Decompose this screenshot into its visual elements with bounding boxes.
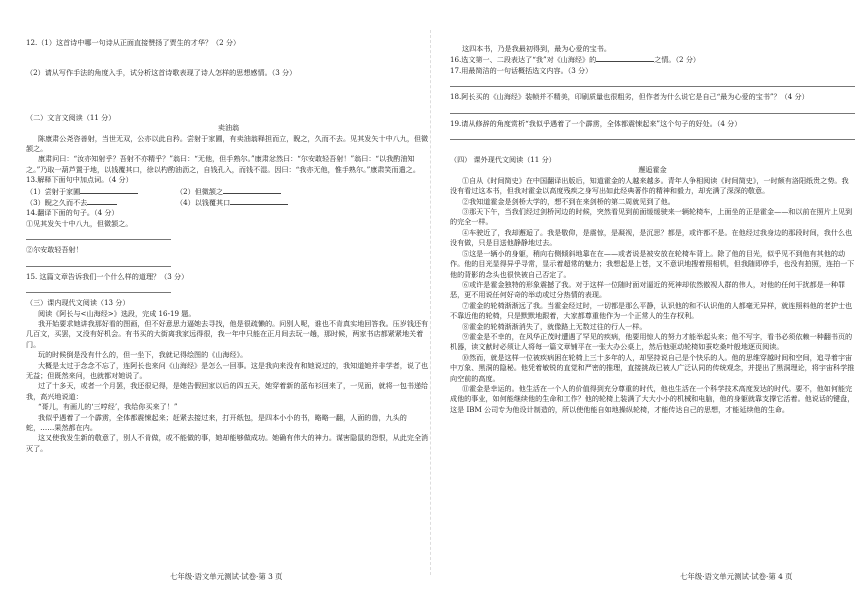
essay-paragraph-7: ⑦霍金的轮椅渐渐远了我。当霍金经过时，一切都是那么平静，认识他的和不认识他的人都毫无异样，就连照料他的老护士也不靠近他的轮椅，只是默默地跟着，大家都尊重他作为一个正常人的生存权利。	[450, 300, 853, 321]
answer-blank[interactable]	[230, 197, 288, 205]
section-4-title: （四） 课外现代文阅读（11 分）	[450, 155, 556, 165]
answer-blank[interactable]	[596, 54, 654, 62]
left-page	[26, 38, 431, 454]
question-17: 17.用最简洁的一句话概括选文内容。（3 分）	[450, 65, 593, 75]
question-16: 16.选文第一、二段表达了“我”对《山海经》的 之情。（2 分）	[450, 55, 701, 65]
question-13-item-4: （4）以钱覆其口	[176, 197, 288, 208]
section-2-title: （二）文言文阅读（11 分）	[26, 112, 116, 122]
essay-paragraph-5: ⑤这是一辆小的身躯，稍向右侧倾斜地靠在在——或者说是被安放在轮椅车背上。除了他的目光，似乎见不到他有其他的动作。他的目光显得异乎寻常，显示着超常的魅力；我想起是上苍，又不意识地搜着照相机，但我随即停手，也没有拍照，连拍一下他的背影的念头也很快被自己否定了。	[450, 248, 855, 279]
reading-paragraph-6: 我似乎遇着了一个霹雳，全体都震悚起来；赶紧去接过来，打开纸包，是四本小小的书，略略一翻，人面的兽，九头的蛇，……果然都在内。	[26, 412, 407, 432]
essay-paragraph-10: ⑩然而，就是这样一位被疾病困在轮椅上三十多年的人，却坚持说自己是个快乐的人。他的思维穿越时间和空间，追寻着宇宙中万象、黑洞的隐秘。他凭着敏锐的直觉和严密的推理，直接挑战已被人广泛认同的传统观念，并提出了黑洞理论，将宇宙科学推向空前的高度。	[450, 352, 855, 383]
question-14-item-2: ②尔安敢轻吾射！	[26, 245, 83, 255]
question-18: 18.阿长买的《山海经》装帧并不精美，印刷质量也很粗劣，但作者为什么说它是自己“最为心爱的宝书”？（4 分）	[450, 92, 809, 102]
section-3-title: （三）课内现代文阅读（13 分）	[26, 298, 130, 308]
question-12-2: （2）请从写作手法的角度入手，试分析这首诗歌表现了诗人怎样的思想感情。（3 分）	[26, 68, 297, 78]
essay-paragraph-9: ⑨霍金是不幸的，在风华正茂时遭遇了罕见的疾病，他要用惊人的努力才能举起头来；他不写字，看书必须依赖一种翻书页的机器，读文献时必须让人将每一篇文章铺平在一张大办公桌上，然后他驱动轮椅如蚕吃桑叶般地逐页阅读。	[450, 331, 853, 352]
essay-paragraph-3: ③那天下午，当我们经过剑桥河边的时候，突然看见到前面缓缓驶来一辆轮椅车，上面坐的正是霍金——和以前在照片上见到的完全一样。	[450, 207, 853, 227]
story-paragraph-2: 康肃问曰：“汝亦知射乎？吾射不亦精乎？”翁曰：“无他，但手熟尔。”康肃忿然曰：“尔安敢轻吾射！”翁曰：“以我酌油知之。”乃取一葫芦置于地，以钱覆其口，徐以杓酌油沥之，自钱孔入，而钱不湿。因曰：“我亦无他，惟手熟尔。”康肃笑而遣之。	[26, 154, 420, 174]
question-14-item-1: ①见其发矢十中八九，但微颔之。	[26, 218, 133, 228]
answer-line[interactable]	[26, 231, 171, 240]
essay-paragraph-6: ⑥或许是霍金独特的形象震撼了我。对于这样一位随时面对逼近的死神却依然傲视人群的伟人，对他的任何干扰都是一种罪恶，更不用说任何好奇的举动或过分热情的表现。	[450, 279, 846, 300]
question-13-item-2: （2）但微颔之	[176, 186, 281, 197]
essay-paragraph-4: ④车驶近了，我却邂逅了。我是敬仰，是震惊，是凝视，是沉思？都是，或许都不是。在他经过我身边的那段时间，我什么也没有做，只是目送他静静地过去。	[450, 227, 853, 248]
answer-line[interactable]	[26, 258, 171, 267]
answer-line[interactable]	[450, 131, 855, 140]
question-13-item-3: （3）睨之久而不去	[26, 197, 176, 208]
answer-blank[interactable]	[80, 186, 138, 194]
answer-line[interactable]	[450, 78, 855, 87]
answer-line[interactable]	[26, 284, 171, 293]
reading-paragraph-8: 这四本书，乃是我最初得到，最为心爱的宝书。	[462, 44, 611, 53]
essay-paragraph-11: ⑪霍金是幸运的。他生活在一个人的价值得到充分尊重的时代，他也生活在一个科学技术高度发达的时代。要不，他如何能完成他的事业，如何能继续他的生命和工作？他的轮椅上装满了大大小小的机械和电脑，他的身躯就靠支撑它活着。他说话的键盘，这是 IBM 公司专为他设计制造的，所以使他能自如地操纵轮椅，才能传达自己的思想，才能延续他的生命。	[450, 383, 855, 414]
question-14: 14.翻译下面的句子。（4 分）	[26, 208, 119, 218]
question-15: 15. 这篇文章告诉我们一个什么样的道理？（3 分）	[26, 271, 189, 281]
reading-paragraph-5: “哥儿，有画儿的‘三哼经’，我给你买来了！”	[38, 402, 178, 412]
reading-paragraph-1: 我开始要求她讲我那好看的图画，但不好意思力逼她去寻找，他是很疏懒的。问别人呢，谁也不肯真实地回答我。压岁钱还有几百文，买罢，又没有好机会。有书买的大街离我家远得很，我一年中只能在正月间去玩一趟，那时候，两家书店都紧紧地关着门。	[26, 318, 429, 349]
essay-paragraph-2: ②我知道霍金是剑桥大学的，想不到在来剑桥的第二周就见到了他。	[462, 196, 675, 206]
story-paragraph-1: 陈康肃公尧咨善射，当世无双，公亦以此自矜。尝射于家圃，有卖油翁释担而立，睨之，久而不去。见其发矢十中八九，但微颔之。	[26, 133, 429, 154]
section-3-intro: 阅读《阿长与<山海经>》选段，完成 16-19 题。	[38, 308, 196, 318]
essay-paragraph-1: ①自从《时间简史》在中国翻译出版后，知道霍金的人越来越多。青年人争相阅读《时间简史》，一时颇有洛阳纸贵之势。我没有看过这本书，但我对霍金以高度残疾之身写出如此经典著作的精神和毅力，却充满了深深的敬意。	[450, 175, 849, 196]
footer-left: 七年级·语文单元测试·试卷·第 3 页	[170, 572, 283, 581]
question-13-item-1: （1）尝射于家圃	[26, 186, 176, 197]
reading-paragraph-7: 这又使我发生新的敬意了，别人不肯做，或不能做的事，她却能够做成功。她确有伟大的神力。谋害隐鼠的怨恨，从此完全消灭了。	[26, 433, 429, 453]
reading-paragraph-3: 大概是太过于念念不忘了，连阿长也来问《山海经》是怎么一回事。这是我向来没有和她说过的，我知道她并非学者，说了也无益；但既然来问，也就都对她说了。	[26, 360, 429, 380]
reading-paragraph-2: 玩的时候倒是没有什么的，但一坐下，我就记得绘图的《山海经》。	[38, 350, 248, 360]
footer-right: 七年级·语文单元测试·试卷·第 4 页	[680, 572, 793, 581]
answer-line[interactable]	[450, 105, 855, 114]
essay-title: 邂逅霍金	[638, 165, 667, 175]
question-19: 19.请从修辞的角度赏析“我似乎遇着了一个霹雳，全体都震悚起来”这个句子的好处。（4 分）	[450, 118, 742, 128]
answer-blank[interactable]	[223, 186, 281, 194]
right-page	[450, 44, 855, 415]
question-13: 13.解释下面句中加点词。（4 分）	[26, 175, 133, 185]
story-title: 卖油翁	[217, 123, 240, 133]
question-12-1: 12.（1）这首诗中哪一句诗从正面直接赞扬了贾生的才华？（2 分）	[26, 38, 241, 47]
answer-blank[interactable]	[87, 197, 117, 205]
reading-paragraph-4: 过了十多天，或者一个月罢，我还很记得，是她告假回家以后的四五天，她穿着新的蓝布衫回来了，一见面，就将一包书递给我，高兴地说道：	[26, 381, 429, 401]
essay-paragraph-8: ⑧霍金的轮椅渐渐消失了，就像路上无数过往的行人一样。	[462, 321, 647, 331]
